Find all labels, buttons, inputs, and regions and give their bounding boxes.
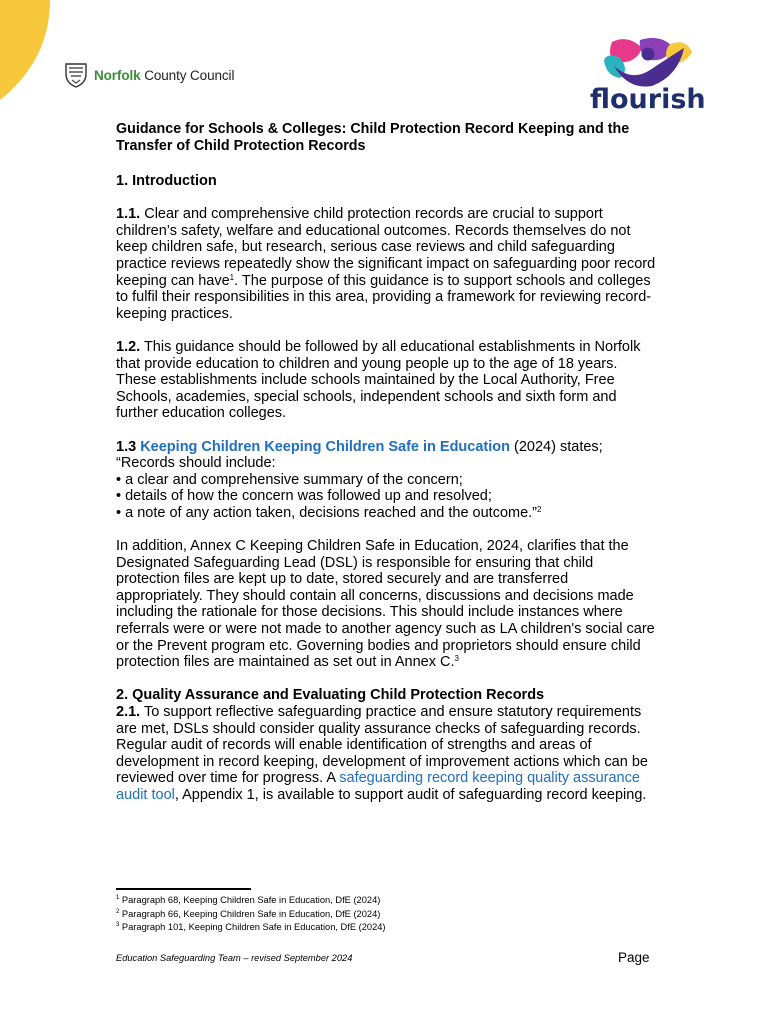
- footnotes: [116, 894, 386, 935]
- footnote-separator: [116, 888, 251, 890]
- document-body: [116, 121, 656, 804]
- kcsie-link[interactable]: Keeping Children Keeping Children Safe in Education: [140, 438, 510, 455]
- section-1-heading: 1. Introduction: [116, 173, 217, 189]
- footnote-ref-3: 3: [454, 654, 459, 664]
- page-label: Page: [618, 950, 650, 965]
- list-item: • details of how the concern was followed up and resolved;: [116, 488, 492, 505]
- footer-credit: Education Safeguarding Team – revised September 2024: [116, 953, 353, 963]
- list-item: • a note of any action taken, decisions reached and the outcome.”$^2$: [116, 504, 542, 521]
- document-title: Guidance for Schools & Colleges: Child Protection Record Keeping and the Transfer of Child Protection Records: [116, 121, 630, 154]
- paragraph-1-1: 1.1. Clear and comprehensive child protection records are crucial to support children’s safety, welfare and educational outcomes. Records themselves do not keep children safe, but research, serious case reviews and child safeguarding practice reviews repeatedly show the significant impact on safeguarding poor record keeping can have$^1$. The purpose of this guidance is to support schools and colleges to fulfil their responsibilities in this area, providing a framework for reviewing record-keeping practices.: [116, 206, 656, 322]
- annex-paragraph: In addition, Annex C Keeping Children Safe in Education, 2024, clarifies that the Designated Safeguarding Lead (DSL) is responsible for ensuring that child protection files are kept up to date, stored securely and are transferred appropriately. They should contain all concerns, discussions and decisions made including the rationale for those decisions. This should include instances where referrals were or were not made to another agency such as LA children's social care or the Prevent program etc. Governing bodies and proprietors should ensure child protection files are maintained as set out in Annex C.$^3$: [116, 538, 655, 671]
- footnote: $^3$ Paragraph 101, Keeping Children Safe in Education, DfE (2024): [116, 922, 386, 932]
- paragraph-1-3: 1.3 Keeping Children Keeping Children Safe in Education (2024) states;: [116, 438, 603, 455]
- ncc-name: Norfolk County Council: [94, 67, 235, 83]
- footnote-ref-1: 1: [229, 272, 235, 282]
- paragraph-1-2: 1.2. This guidance should be followed by all educational establishments in Norfolk that provide education to children and young people up to the age of 18 years. These establishments include schools maintained by the Local Authority, Free Schools, academies, special schools, independent schools and sixth form and further education colleges.: [116, 338, 641, 422]
- quote-intro: “Records should include:: [116, 455, 276, 472]
- corner-decoration: [0, 0, 60, 110]
- flourish-text: flourish: [590, 84, 706, 112]
- footnote: $^2$ Paragraph 66, Keeping Children Safe in Education, DfE (2024): [116, 908, 381, 919]
- paragraph-2-1: 2.1. To support reflective safeguarding practice and ensure statutory requirements are met, DSLs should consider quality assurance checks of safeguarding records. Regular audit of records will enable identification of strengths and areas of development in record keeping, development of improvement actions which can be reviewed over time for progress. A safeguarding record keeping quality assurance audit tool, Appendix 1, is available to support audit of safeguarding record keeping.: [116, 704, 648, 803]
- list-item: • a clear and comprehensive summary of the concern;: [116, 471, 463, 488]
- footnote: $^1$ Paragraph 68, Keeping Children Safe in Education, DfE (2024): [116, 895, 381, 905]
- crest-icon: [64, 62, 88, 88]
- norfolk-county-council-logo: [64, 62, 234, 88]
- footnote-ref-2: 2: [537, 504, 542, 514]
- audit-tool-link[interactable]: safeguarding record keeping quality assurance audit tool: [116, 770, 640, 803]
- flourish-logo: [588, 36, 724, 112]
- section-2-heading: 2. Quality Assurance and Evaluating Child Protection Records: [116, 687, 545, 704]
